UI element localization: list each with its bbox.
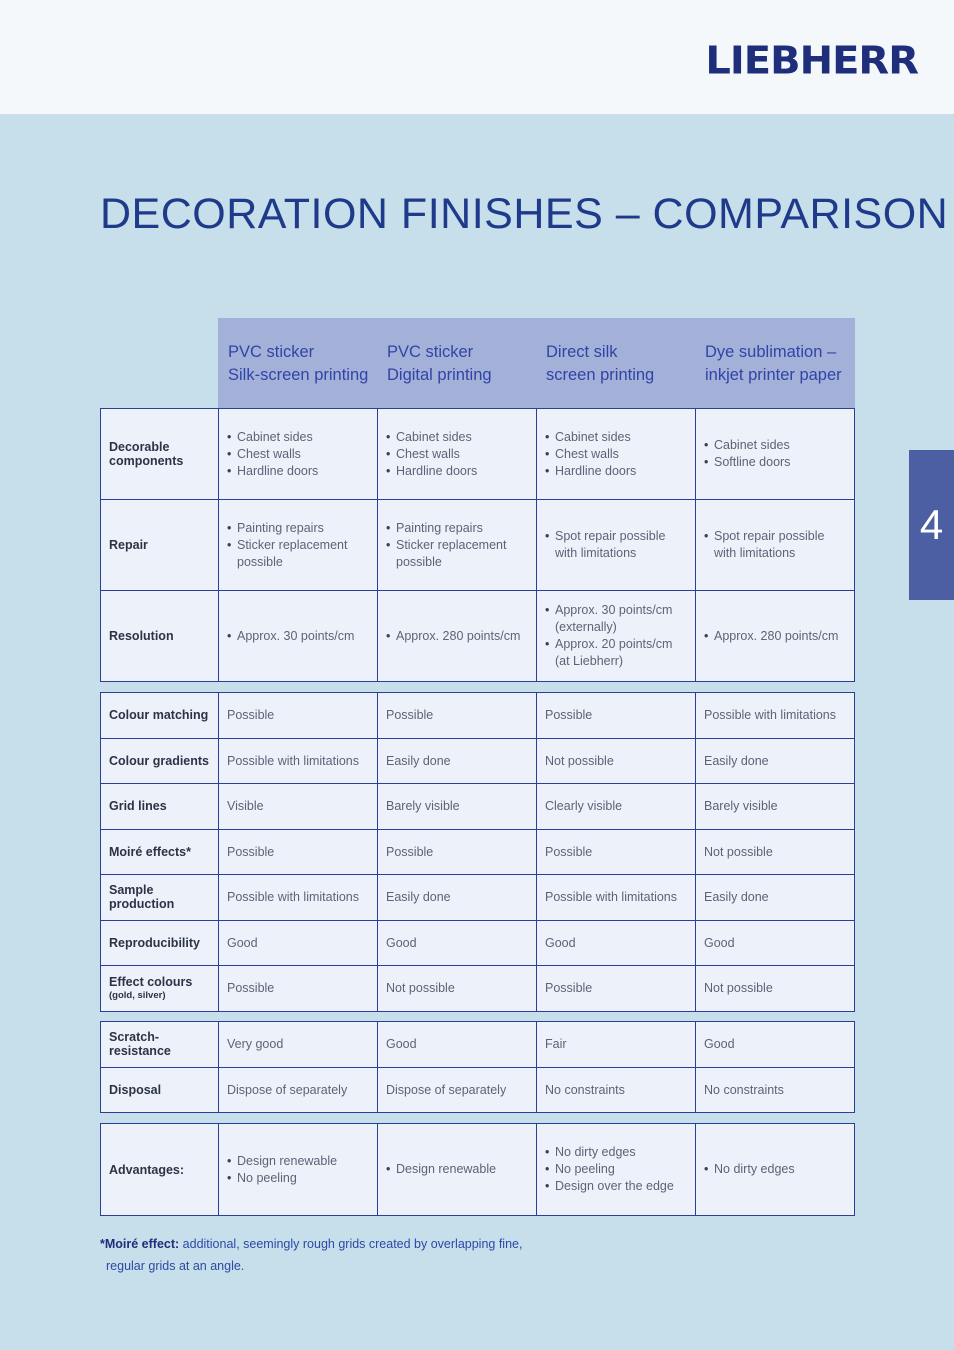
list-item: • Cabinet sides	[227, 429, 369, 446]
list-item: • Spot repair possible with limitations	[545, 528, 687, 562]
bullet-list	[386, 628, 528, 645]
list-item: • Hardline doors	[227, 463, 369, 480]
table-cell: Dispose of separately	[378, 1067, 537, 1113]
footnote	[100, 1233, 600, 1277]
table-row	[101, 784, 855, 830]
bullet-list	[545, 429, 687, 480]
table-cell	[696, 500, 855, 591]
liebherr-logo: LIEBHERR	[705, 39, 918, 83]
list-item: • Softline doors	[704, 454, 846, 471]
table-cell	[219, 500, 378, 591]
table-cell: Barely visible	[378, 784, 537, 830]
list-item: • Design over the edge	[545, 1178, 687, 1195]
row-label: Decorable components	[101, 409, 219, 500]
table-cell	[378, 409, 537, 500]
table-cell: Visible	[219, 784, 378, 830]
table-cell	[219, 409, 378, 500]
table-cell: Possible	[219, 829, 378, 875]
table-cell: Good	[378, 920, 537, 966]
table-cell	[378, 1124, 537, 1216]
table-cell: Not possible	[696, 829, 855, 875]
table-cell: Easily done	[696, 738, 855, 784]
column-header-pvc-silk: PVC sticker Silk-screen printing	[218, 318, 377, 408]
row-label: Advantages:	[101, 1124, 219, 1216]
table-cell: Possible with limitations	[696, 693, 855, 739]
table-cell	[378, 591, 537, 682]
table-row	[101, 591, 855, 682]
list-item: • Approx. 30 points/cm	[227, 628, 369, 645]
table-cell: Possible	[537, 966, 696, 1012]
column-header-direct-silk: Direct silk screen printing	[536, 318, 695, 408]
list-item: • Design renewable	[386, 1161, 528, 1178]
table-cell	[378, 500, 537, 591]
table-cell: Not possible	[696, 966, 855, 1012]
chapter-tab: 4	[909, 450, 954, 600]
table-row	[101, 966, 855, 1012]
table-row	[101, 875, 855, 921]
top-bar	[0, 0, 954, 114]
table-section-advantages	[100, 1123, 855, 1216]
table-cell: Possible with limitations	[219, 738, 378, 784]
table-row	[101, 1022, 855, 1068]
table-cell: Easily done	[378, 738, 537, 784]
table-cell: Fair	[537, 1022, 696, 1068]
bullet-list	[227, 628, 369, 645]
table-row	[101, 1067, 855, 1113]
list-item: • Cabinet sides	[704, 437, 846, 454]
footnote-text-line2: regular grids at an angle.	[106, 1259, 245, 1273]
list-item: • Cabinet sides	[386, 429, 528, 446]
table-cell: Possible	[537, 693, 696, 739]
table-row	[101, 1124, 855, 1216]
table-cell: Good	[537, 920, 696, 966]
table-cell	[537, 1124, 696, 1216]
table-cell	[537, 591, 696, 682]
table-cell	[219, 591, 378, 682]
bullet-list	[227, 429, 369, 480]
column-header-dye-sublimation: Dye sublimation – inkjet printer paper	[695, 318, 855, 408]
table-cell	[537, 500, 696, 591]
row-label: Scratch-resistance	[101, 1022, 219, 1068]
page-title: DECORATION FINISHES – COMPARISON	[100, 190, 949, 238]
table-section-properties	[100, 692, 855, 1012]
list-item: • Sticker replacement possible	[227, 537, 369, 571]
row-label: Colour matching	[101, 693, 219, 739]
table-row	[101, 693, 855, 739]
table-row	[101, 500, 855, 591]
row-label-note: (gold, silver)	[109, 990, 166, 1002]
footnote-text: additional, seemingly rough grids created by overlapping fine,	[182, 1237, 523, 1251]
bullet-list	[227, 1153, 369, 1187]
table-cell: Possible with limitations	[219, 875, 378, 921]
row-label: Disposal	[101, 1067, 219, 1113]
table-cell: Not possible	[537, 738, 696, 784]
table-cell: No constraints	[696, 1067, 855, 1113]
list-item: • Hardline doors	[545, 463, 687, 480]
list-item: • Sticker replacement possible	[386, 537, 528, 571]
bullet-list	[704, 437, 846, 471]
table-cell: Not possible	[378, 966, 537, 1012]
list-item: • Approx. 280 points/cm	[386, 628, 528, 645]
bullet-list	[386, 520, 528, 571]
table-cell: Clearly visible	[537, 784, 696, 830]
list-item: • Cabinet sides	[545, 429, 687, 446]
list-item: • Chest walls	[227, 446, 369, 463]
table-cell: Possible	[537, 829, 696, 875]
table-row	[101, 409, 855, 500]
list-item: • Painting repairs	[386, 520, 528, 537]
table-row	[101, 738, 855, 784]
list-item: • No peeling	[227, 1170, 369, 1187]
table-cell: Easily done	[378, 875, 537, 921]
bullet-list	[704, 528, 846, 562]
list-item: • Approx. 280 points/cm	[704, 628, 846, 645]
table-cell: No constraints	[537, 1067, 696, 1113]
table-section-durability	[100, 1021, 855, 1113]
table-cell	[219, 1124, 378, 1216]
table-cell: Possible	[378, 693, 537, 739]
table-cell: Dispose of separately	[219, 1067, 378, 1113]
table-cell: Good	[696, 1022, 855, 1068]
bullet-list	[704, 628, 846, 645]
table-cell: Good	[378, 1022, 537, 1068]
row-label: Moiré effects*	[101, 829, 219, 875]
column-header-pvc-digital: PVC sticker Digital printing	[377, 318, 536, 408]
bullet-list	[545, 1144, 687, 1195]
footnote-term: *Moiré effect:	[100, 1237, 180, 1251]
row-label: Resolution	[101, 591, 219, 682]
row-label: Repair	[101, 500, 219, 591]
table-cell: Very good	[219, 1022, 378, 1068]
bullet-list	[227, 520, 369, 571]
table-cell	[696, 1124, 855, 1216]
bullet-list	[386, 429, 528, 480]
list-item: • Spot repair possible with limitations	[704, 528, 846, 562]
table-cell: Possible	[219, 966, 378, 1012]
list-item: • No dirty edges	[704, 1161, 846, 1178]
list-item: • Design renewable	[227, 1153, 369, 1170]
row-label: Reproducibility	[101, 920, 219, 966]
list-item: • No dirty edges	[545, 1144, 687, 1161]
list-item: • Painting repairs	[227, 520, 369, 537]
list-item: • Chest walls	[545, 446, 687, 463]
list-item: • No peeling	[545, 1161, 687, 1178]
list-item: • Approx. 30 points/cm (externally)	[545, 602, 687, 636]
bullet-list	[704, 1161, 846, 1178]
table-cell	[696, 409, 855, 500]
list-item: • Hardline doors	[386, 463, 528, 480]
table-cell: Barely visible	[696, 784, 855, 830]
list-item: • Chest walls	[386, 446, 528, 463]
row-label: Grid lines	[101, 784, 219, 830]
table-cell	[696, 591, 855, 682]
bullet-list	[386, 1161, 528, 1178]
table-cell	[537, 409, 696, 500]
bullet-list	[545, 528, 687, 562]
table-row	[101, 829, 855, 875]
row-label: Sample production	[101, 875, 219, 921]
table-cell: Good	[219, 920, 378, 966]
bullet-list	[545, 602, 687, 670]
table-cell: Possible with limitations	[537, 875, 696, 921]
table-cell: Easily done	[696, 875, 855, 921]
list-item: • Approx. 20 points/cm (at Liebherr)	[545, 636, 687, 670]
row-label: Colour gradients	[101, 738, 219, 784]
table-cell: Good	[696, 920, 855, 966]
table-section-components	[100, 408, 855, 682]
table-cell: Possible	[219, 693, 378, 739]
table-row	[101, 920, 855, 966]
row-label: Effect colours (gold, silver)	[101, 966, 219, 1012]
table-cell: Possible	[378, 829, 537, 875]
